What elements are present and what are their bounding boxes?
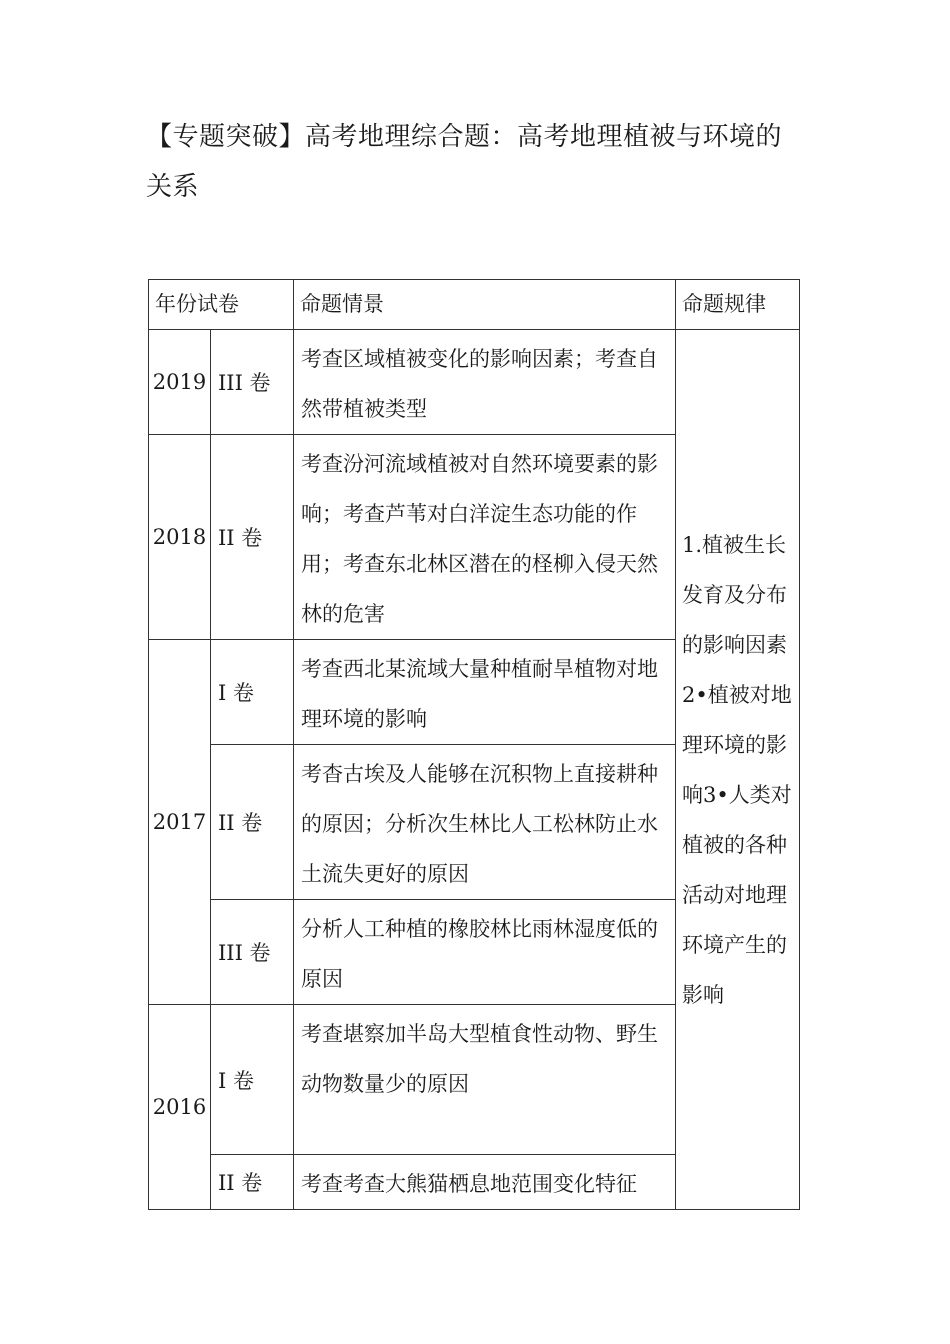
year-cell: 2017 bbox=[149, 640, 211, 1005]
context-cell: 考查堪察加半岛大型植食性动物、野生动物数量少的原因 bbox=[294, 1005, 676, 1155]
year-cell: 2019 bbox=[149, 330, 211, 435]
paper-cell: II 卷 bbox=[211, 435, 294, 640]
context-cell: 考查汾河流域植被对自然环境要素的影响；考查芦苇对白洋淀生态功能的作用；考查东北林区潜在的柽柳入侵天然林的危害 bbox=[294, 435, 676, 640]
context-cell: 考查西北某流域大量种植耐旱植物对地理环境的影响 bbox=[294, 640, 676, 745]
header-year-paper: 年份试卷 bbox=[149, 280, 294, 330]
header-row bbox=[149, 280, 800, 330]
paper-cell: II 卷 bbox=[211, 745, 294, 900]
exam-topic-table bbox=[148, 279, 800, 1210]
header-rule: 命题规律 bbox=[676, 280, 800, 330]
year-cell: 2016 bbox=[149, 1005, 211, 1210]
year-cell: 2018 bbox=[149, 435, 211, 640]
document-title: 【专题突破】高考地理综合题：高考地理植被与环境的关系 bbox=[146, 122, 783, 202]
paper-cell: I 卷 bbox=[211, 1005, 294, 1155]
context-cell: 考杳古埃及人能够在沉积物上直接耕种的原因；分析次生林比人工松林防止水土流失更好的原因 bbox=[294, 745, 676, 900]
context-cell: 考查考查大熊猫栖息地范围变化特征 bbox=[294, 1155, 676, 1210]
context-cell: 分析人工种植的橡胶林比雨林湿度低的原因 bbox=[294, 900, 676, 1005]
paper-cell: III 卷 bbox=[211, 900, 294, 1005]
paper-cell: III 卷 bbox=[211, 330, 294, 435]
paper-cell: I 卷 bbox=[211, 640, 294, 745]
context-cell: 考查区域植被变化的影响因素；考查自然带植被类型 bbox=[294, 330, 676, 435]
paper-cell: II 卷 bbox=[211, 1155, 294, 1210]
header-context: 命题情景 bbox=[294, 280, 676, 330]
rule-cell: 1.植被生长发育及分布的影响因素2•植被对地理环境的影响3•人类对植被的各种活动对地理环境产生的影响 bbox=[676, 330, 800, 1210]
table-row bbox=[149, 330, 800, 435]
